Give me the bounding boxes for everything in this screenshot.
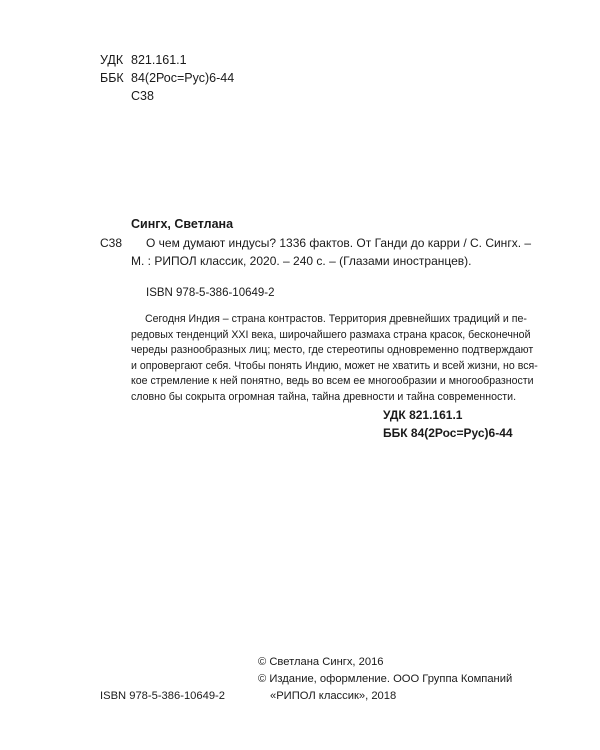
annotation: [131, 312, 538, 405]
udk-value: 821.161.1: [131, 53, 187, 67]
card-bbk: ББК 84(2Рос=Рус)6-44: [383, 426, 513, 440]
bbk-value: 84(2Рос=Рус)6-44: [131, 71, 235, 85]
annotation-line: череды разнообразных лиц; место, где стереотипы одновременно подтверждают: [131, 344, 534, 356]
annotation-line: редовых тенденций XXI века, широчайшего размаха страна красок, бесконечной: [131, 328, 531, 341]
annotation-line: словно бы сокрыта огромная тайна, тайна древности и тайна современности.: [131, 390, 517, 403]
udk-label: УДК: [100, 53, 124, 67]
author-name: Сингх, Светлана: [131, 217, 234, 231]
card-isbn: ISBN 978-5-386-10649-2: [146, 287, 275, 299]
footer-isbn: ISBN 978-5-386-10649-2: [100, 690, 226, 702]
copyright-author: © Светлана Сингх, 2016: [258, 656, 384, 668]
bibliographic-description-line-1: О чем думают индусы? 1336 фактов. От Ганди до карри / С. Сингх. –: [146, 236, 532, 250]
annotation-line: Сегодня Индия – страна контрастов. Территория древнейших традиций и пе-: [145, 313, 527, 325]
author-mark: С38: [131, 89, 154, 103]
card-udk: УДК 821.161.1: [383, 408, 463, 422]
bbk-label: ББК: [100, 71, 124, 85]
card-author-mark: С38: [100, 236, 123, 250]
copyright-publisher-line-2: «РИПОЛ классик», 2018: [270, 690, 397, 702]
annotation-line: кое стремление к ней понятно, ведь во всем ее многообразии и многообразности: [131, 375, 534, 387]
annotation-line: и опровергают себя. Чтобы понять Индию, может не хватить и всей жизни, но вся-: [131, 359, 538, 372]
bibliographic-description-line-2: М. : РИПОЛ классик, 2020. – 240 с. – (Глазами иностранцев).: [131, 254, 472, 268]
copyright-publisher-line-1: © Издание, оформление. ООО Группа Компаний: [258, 673, 513, 685]
